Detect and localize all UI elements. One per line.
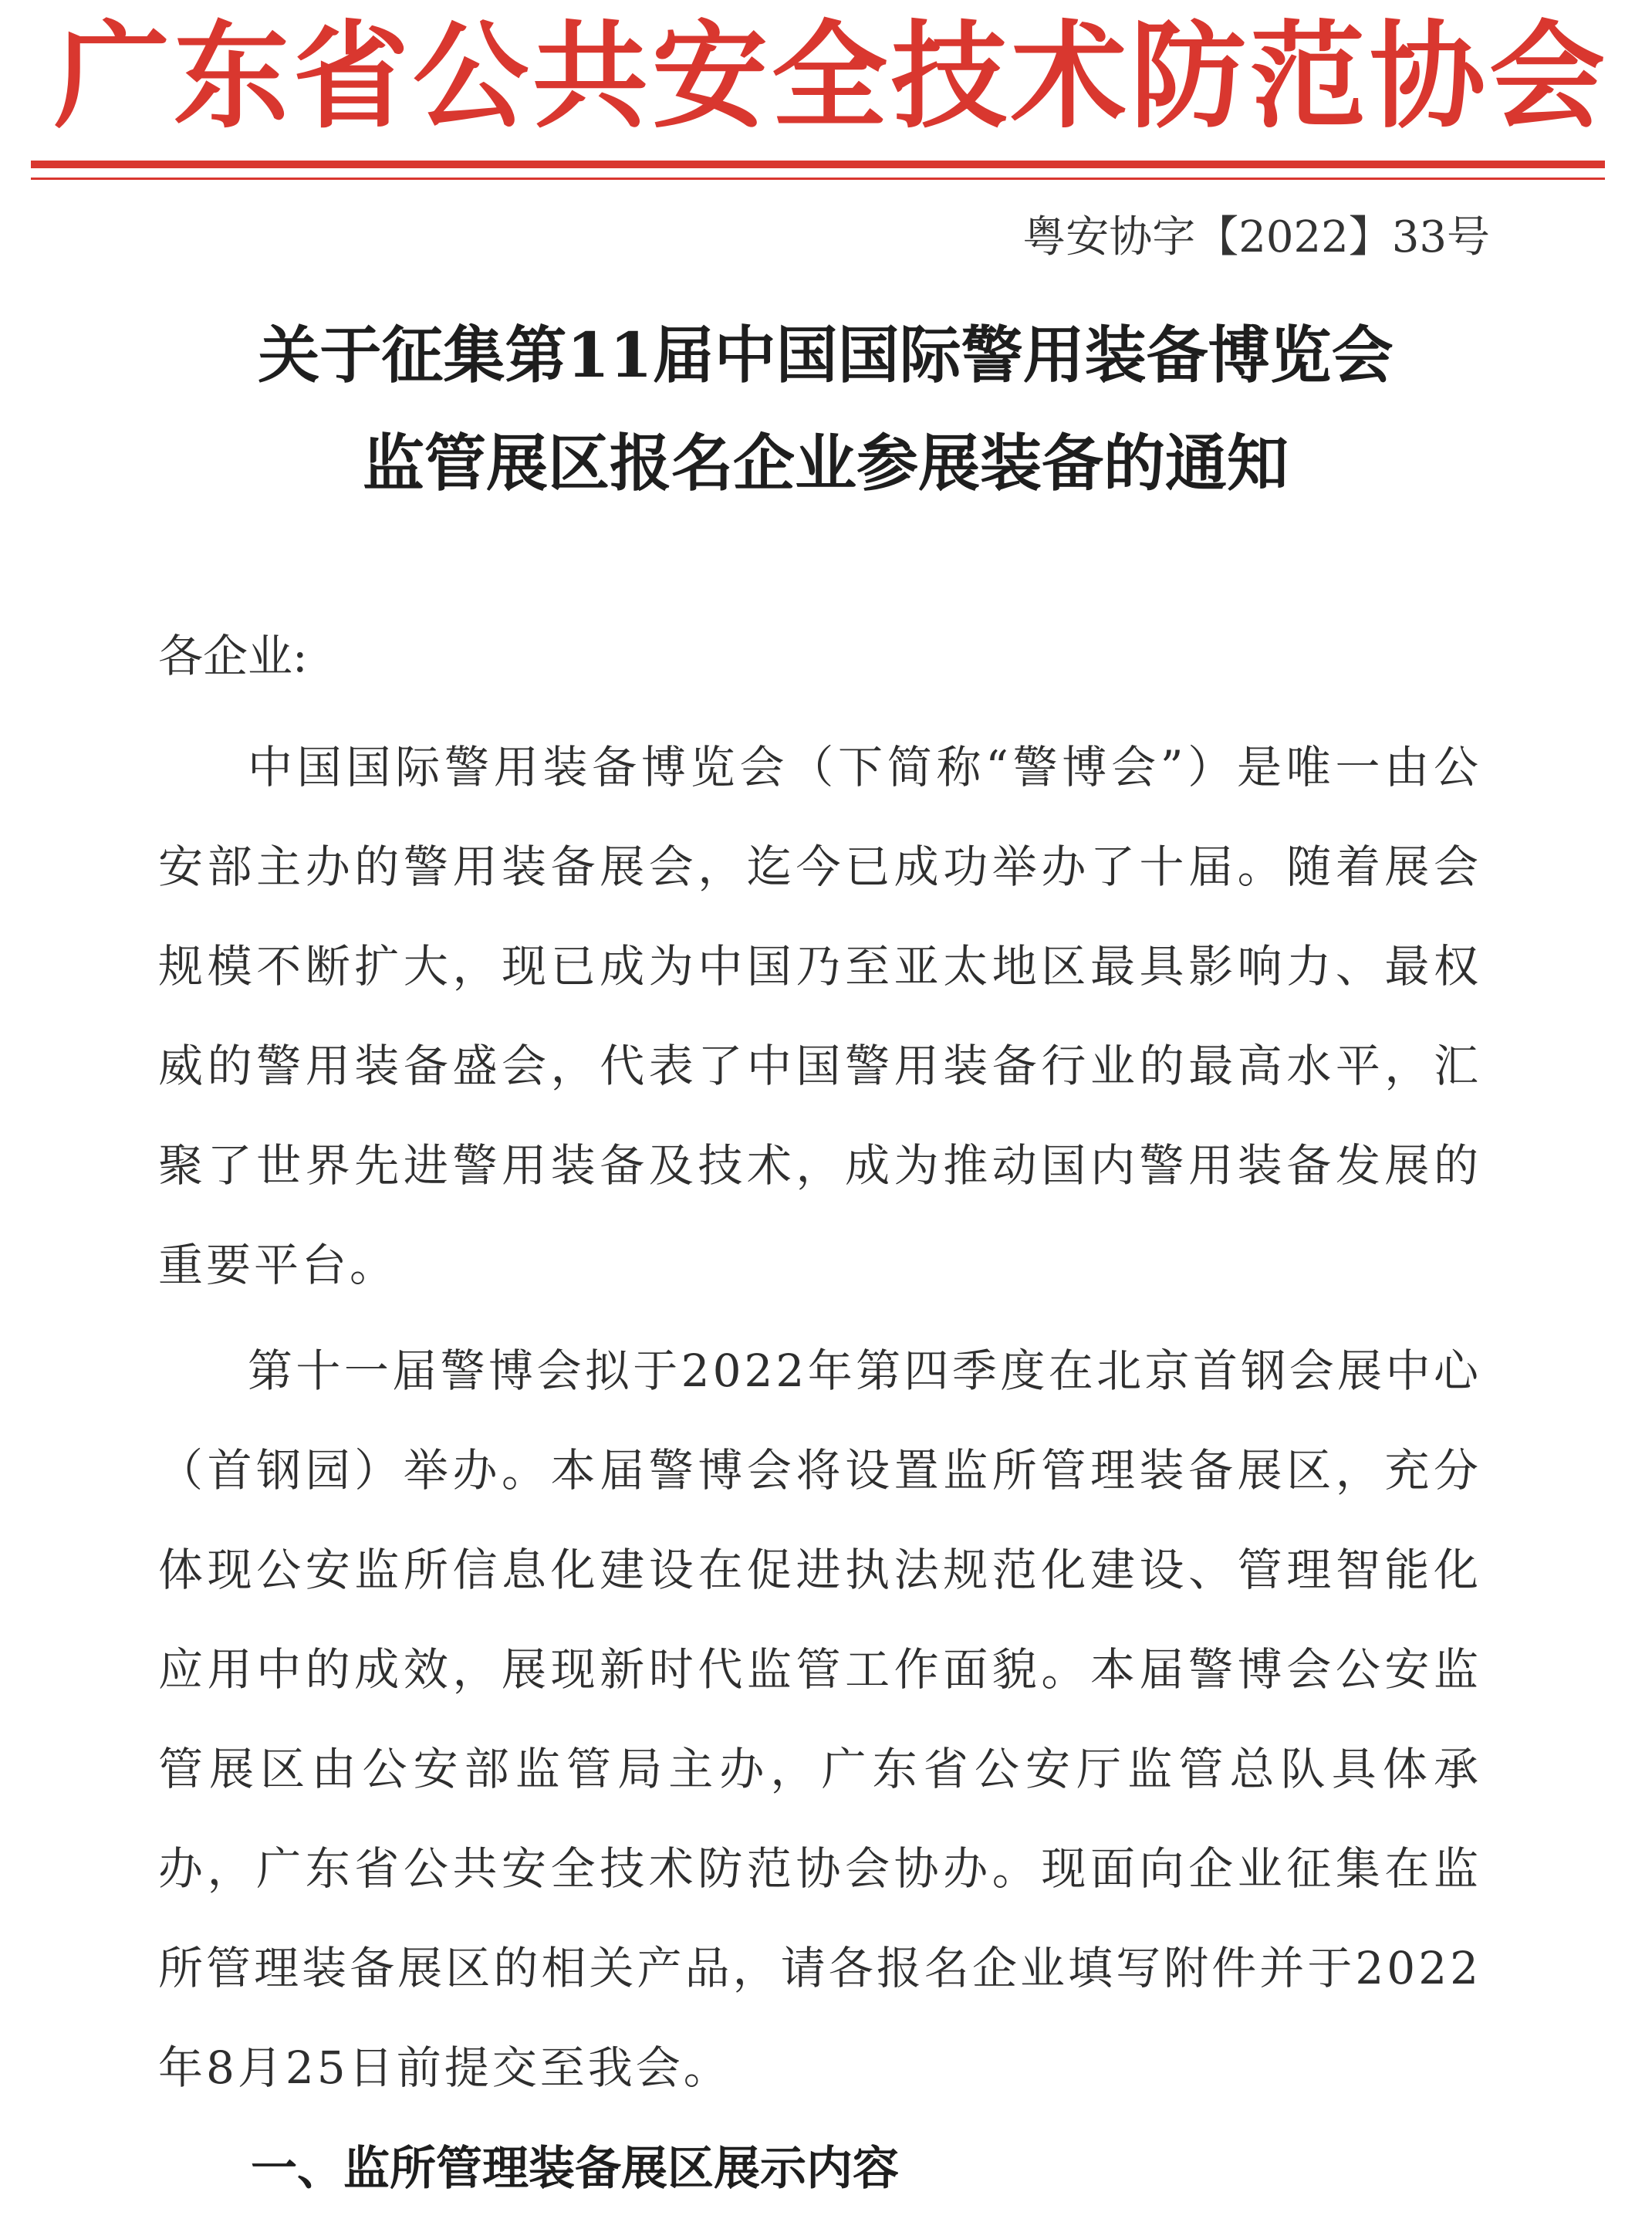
body-paragraph-2: 第十一届警博会拟于2022年第四季度在北京首钢会展中心（首钢园）举办。本届警博会将设置监所管理装备展区，充分体现公安监所信息化建设在促进执法规范化建设、管理智能化应用中的成效，展现新时代监管工作面貌。本届警博会公安监管展区由公安部监管局主办，广东省公安厅监管总队具体承办，广东省公共安全技术防范协会协办。现面向企业征集在监所管理装备展区的相关产品，请各报名企业填写附件并于2022年8月25日前提交至我会。 xyxy=(158,1345,1481,2094)
document-title-line-1: 关于征集第11届中国国际警用装备博览会 xyxy=(258,319,1394,391)
letterhead-organization-name: 广东省公共安全技术防范协会 xyxy=(54,10,1610,144)
body-paragraph-1: 中国国际警用装备博览会（下简称“警博会”）是唯一由公安部主办的警用装备展会，迄今已成功举办了十届。随着展会规模不断扩大，现已成为中国乃至亚太地区最具影响力、最权威的警用装备盛会，代表了中国警用装备行业的最高水平，汇聚了世界先进警用装备及技术，成为推动国内警用装备发展的重要平台。 xyxy=(158,741,1481,1291)
document-number: 粤安协字【2022】33号 xyxy=(1022,212,1490,262)
section-heading-1: 一、监所管理装备展区展示内容 xyxy=(251,2142,899,2196)
document-title-line-2: 监管展区报名企业参展装备的通知 xyxy=(363,427,1289,499)
salutation: 各企业: xyxy=(158,630,308,682)
letterhead-divider-thin xyxy=(31,178,1605,180)
letterhead-divider-thick xyxy=(31,161,1605,168)
